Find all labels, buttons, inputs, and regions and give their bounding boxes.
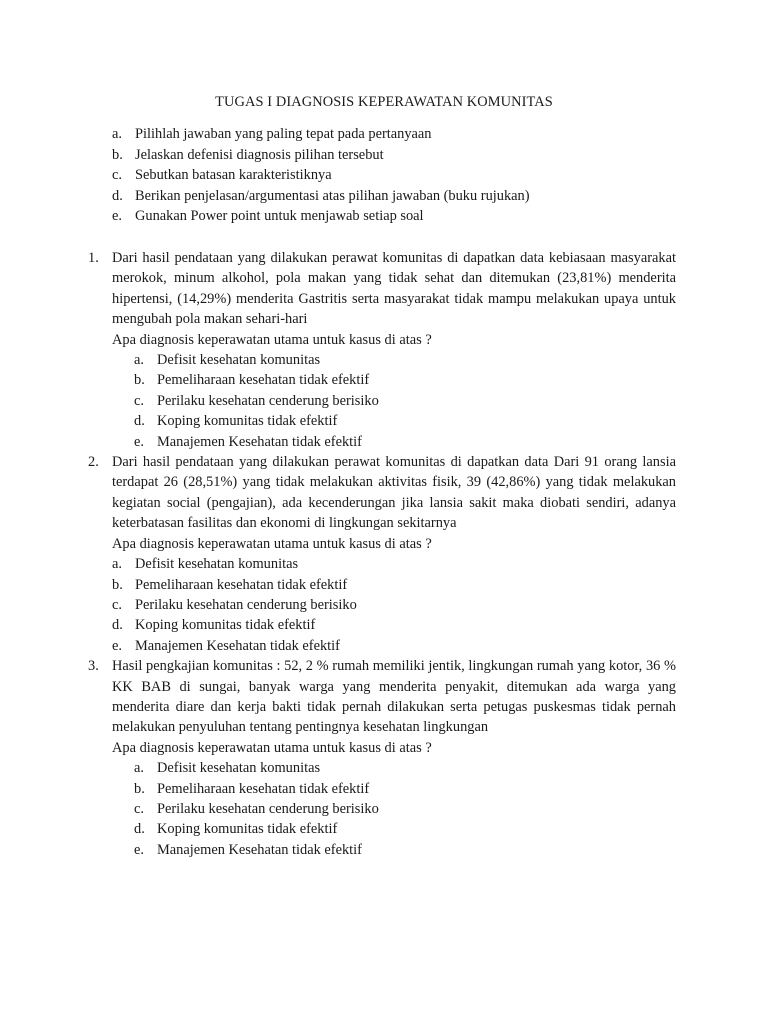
option-text: Pemeliharaan kesehatan tidak efektif bbox=[157, 780, 370, 797]
option-text: Manajemen Kesehatan tidak efektif bbox=[135, 637, 340, 654]
answer-option bbox=[112, 575, 676, 595]
option-text: Defisit kesehatan komunitas bbox=[135, 556, 299, 573]
option-text: Defisit kesehatan komunitas bbox=[157, 760, 321, 777]
option-marker: a. bbox=[134, 760, 144, 777]
question-number: 3. bbox=[88, 658, 99, 675]
instruction-text: Berikan penjelasan/argumentasi atas pilihan jawaban (buku rujukan) bbox=[135, 187, 530, 204]
instruction-item bbox=[112, 165, 672, 186]
question-body bbox=[112, 452, 676, 656]
option-marker: b. bbox=[134, 372, 145, 389]
question-text: Dari hasil pendataan yang dilakukan perawat komunitas di dapatkan data kebiasaan masyarakat merokok, minum alkohol, pola makan yang tidak sehat dan ditemukan (23,81%) menderita hipertensi, (14,29%) menderita Gastritis serta masyarakat tidak mampu melakukan upaya untuk mengubah pola makan sehari-hari bbox=[112, 250, 676, 328]
option-marker: b. bbox=[112, 576, 123, 593]
option-text: Perilaku kesehatan cenderung berisiko bbox=[157, 800, 379, 817]
answer-option bbox=[134, 840, 676, 860]
instruction-text: Pilihlah jawaban yang paling tepat pada pertanyaan bbox=[135, 126, 432, 142]
option-marker: e. bbox=[134, 433, 144, 450]
option-text: Defisit kesehatan komunitas bbox=[157, 352, 321, 369]
question-list bbox=[88, 248, 676, 860]
option-text: Manajemen Kesehatan tidak efektif bbox=[157, 433, 362, 450]
instruction-item bbox=[112, 124, 672, 145]
question-number: 2. bbox=[88, 454, 99, 471]
question-prompt: Apa diagnosis keperawatan utama untuk kasus di atas ? bbox=[112, 535, 432, 552]
answer-option bbox=[134, 799, 676, 819]
option-marker: e. bbox=[112, 637, 122, 654]
option-marker: d. bbox=[134, 413, 145, 430]
option-text: Pemeliharaan kesehatan tidak efektif bbox=[157, 372, 370, 389]
option-marker: b. bbox=[134, 780, 145, 797]
answer-option bbox=[134, 391, 676, 411]
document-title: TUGAS I DIAGNOSIS KEPERAWATAN KOMUNITAS bbox=[215, 94, 553, 110]
instruction-text: Jelaskan defenisi diagnosis pilihan tersebut bbox=[135, 146, 384, 163]
option-marker: c. bbox=[134, 392, 144, 409]
answer-options bbox=[112, 758, 676, 860]
option-text: Koping komunitas tidak efektif bbox=[135, 617, 316, 634]
answer-option bbox=[134, 350, 676, 370]
answer-option bbox=[134, 432, 676, 452]
instruction-marker: e. bbox=[112, 208, 122, 224]
answer-option bbox=[112, 636, 676, 656]
option-text: Pemeliharaan kesehatan tidak efektif bbox=[135, 576, 348, 593]
instruction-item bbox=[112, 145, 672, 166]
option-marker: c. bbox=[112, 596, 122, 613]
question-1 bbox=[88, 248, 676, 452]
answer-option bbox=[134, 758, 676, 778]
answer-option bbox=[112, 554, 676, 574]
option-text: Manajemen Kesehatan tidak efektif bbox=[157, 841, 362, 858]
instruction-text: Gunakan Power point untuk menjawab setiap soal bbox=[135, 208, 424, 224]
answer-option bbox=[134, 370, 676, 390]
question-prompt: Apa diagnosis keperawatan utama untuk kasus di atas ? bbox=[112, 739, 432, 756]
option-marker: a. bbox=[112, 556, 122, 573]
question-prompt: Apa diagnosis keperawatan utama untuk kasus di atas ? bbox=[112, 331, 432, 348]
instruction-marker: a. bbox=[112, 126, 122, 142]
option-marker: d. bbox=[112, 617, 123, 634]
option-marker: d. bbox=[134, 821, 145, 838]
instruction-list bbox=[112, 124, 672, 227]
answer-options bbox=[112, 554, 676, 656]
option-text: Koping komunitas tidak efektif bbox=[157, 821, 338, 838]
instruction-item bbox=[112, 186, 672, 207]
question-body bbox=[112, 656, 676, 860]
instruction-item bbox=[112, 206, 672, 227]
option-marker: e. bbox=[134, 841, 144, 858]
answer-option bbox=[112, 615, 676, 635]
option-text: Perilaku kesehatan cenderung berisiko bbox=[157, 392, 379, 409]
option-text: Koping komunitas tidak efektif bbox=[157, 413, 338, 430]
instruction-marker: b. bbox=[112, 146, 123, 163]
answer-option bbox=[134, 779, 676, 799]
answer-options bbox=[112, 350, 676, 452]
answer-option bbox=[134, 819, 676, 839]
question-body bbox=[112, 248, 676, 452]
question-number: 1. bbox=[88, 250, 99, 266]
question-2 bbox=[88, 452, 676, 656]
question-text: Hasil pengkajian komunitas : 52, 2 % rumah memiliki jentik, lingkungan rumah yang kotor, 36 % KK BAB di sungai, banyak warga yang menderita penyakit, ditemukan ada warga yang menderita diare dan kerja bakti tidak pernah dilakukan serta petugas puskesmas tidak pernah melakukan penyuluhan tentang pentingnya kesehatan lingkungan bbox=[112, 658, 676, 736]
answer-option bbox=[112, 595, 676, 615]
instruction-marker: d. bbox=[112, 187, 123, 204]
option-text: Perilaku kesehatan cenderung berisiko bbox=[135, 596, 357, 613]
question-text: Dari hasil pendataan yang dilakukan perawat komunitas di dapatkan data Dari 91 orang lansia terdapat 26 (28,51%) yang tidak melakukan aktivitas fisik, 39 (42,86%) yang tidak melakukan kegiatan social (pengajian), ada kecenderungan jika lansia sakit maka diobati sendiri, adanya keterbatasan fasilitas dan ekonomi di lingkungan sekitarnya bbox=[112, 454, 676, 532]
answer-option bbox=[134, 411, 676, 431]
instruction-text: Sebutkan batasan karakteristiknya bbox=[135, 167, 332, 183]
option-marker: a. bbox=[134, 352, 144, 369]
option-marker: c. bbox=[134, 800, 144, 817]
instruction-marker: c. bbox=[112, 167, 122, 183]
question-3 bbox=[88, 656, 676, 860]
